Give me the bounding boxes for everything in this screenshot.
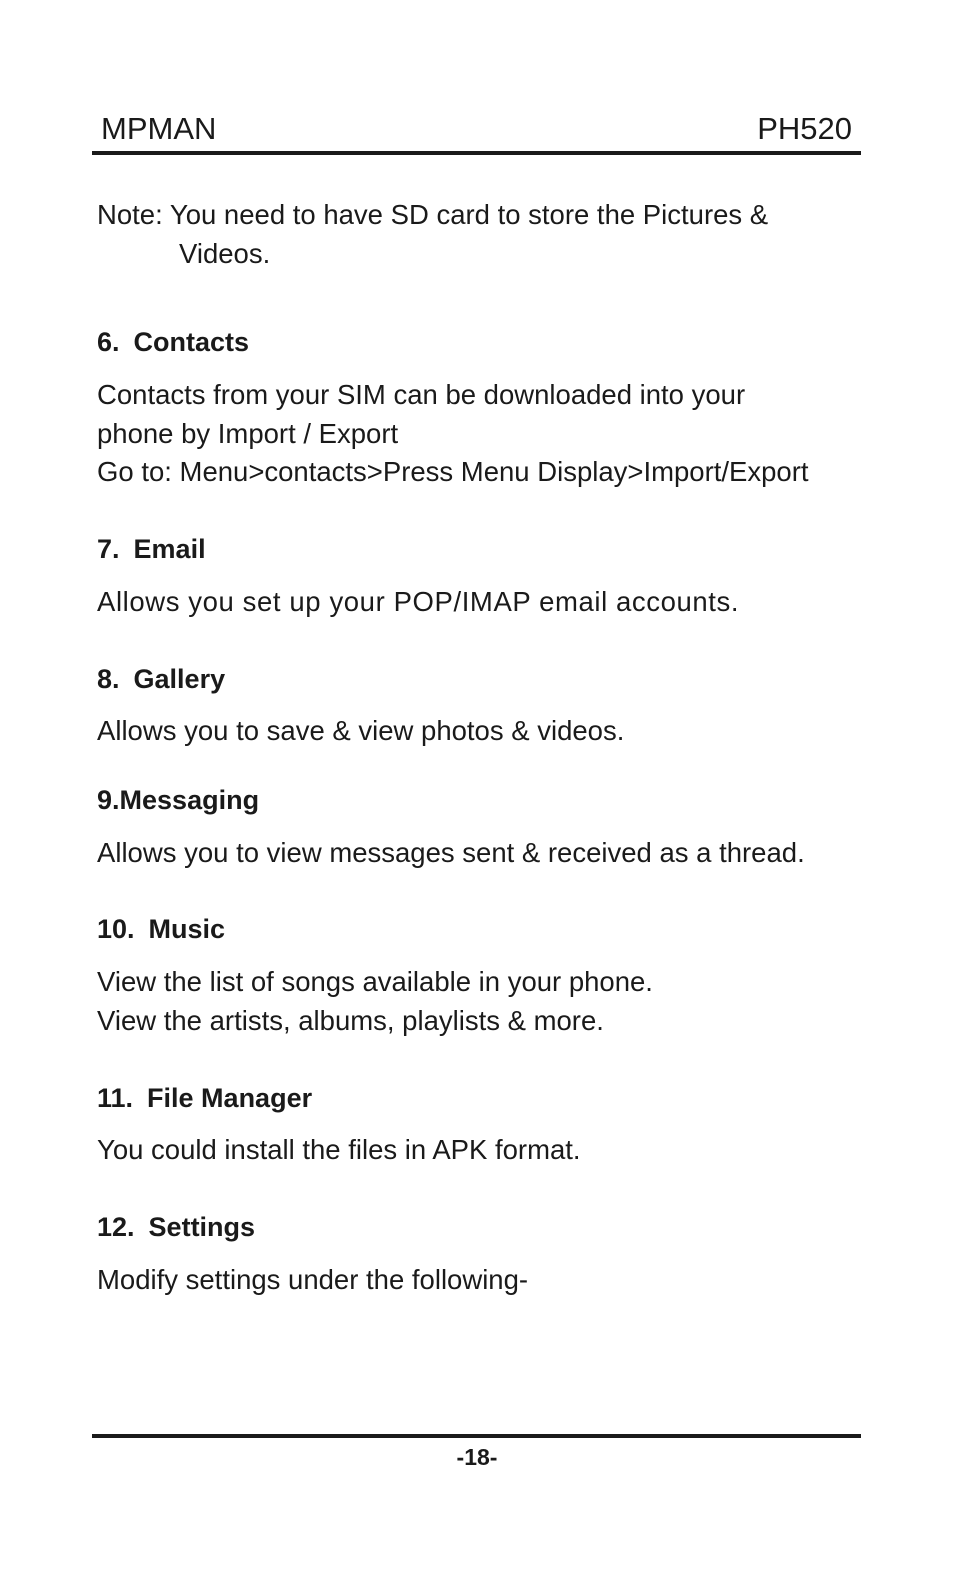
section-number: 7. <box>97 534 120 564</box>
body-line: View the list of songs available in your phone. <box>97 966 653 997</box>
footer-divider <box>92 1434 861 1438</box>
section-number: 8. <box>97 664 120 694</box>
section-heading-email <box>97 530 206 569</box>
section-title: Email <box>133 534 206 564</box>
page-header <box>92 108 860 152</box>
section-heading-messaging <box>97 781 259 820</box>
section-number: 11. <box>97 1083 134 1113</box>
body-line: View the artists, albums, playlists & more. <box>97 1004 604 1036</box>
note-text-line-1: You need to have SD card to store the Pictures & <box>169 199 769 230</box>
body-line: You could install the files in APK format. <box>97 1134 581 1165</box>
section-number: 6. <box>97 327 120 357</box>
section-body-file-manager <box>97 1131 581 1170</box>
page-number: -18- <box>456 1444 498 1470</box>
section-body-messaging <box>97 834 805 873</box>
body-line: Allows you to save & view photos & videos. <box>97 715 625 746</box>
section-number: 12. <box>97 1212 135 1242</box>
section-body-contacts <box>97 376 809 492</box>
section-body-email <box>97 583 739 622</box>
note <box>97 196 769 269</box>
section-body-gallery <box>97 712 624 751</box>
section-body-music <box>97 963 653 1040</box>
section-heading-file-manager <box>97 1079 312 1118</box>
section-heading-settings <box>97 1208 255 1247</box>
section-heading-contacts <box>97 323 249 362</box>
section-number: 10. <box>97 914 135 944</box>
section-body-settings <box>97 1261 528 1300</box>
section-title: File Manager <box>147 1083 313 1113</box>
header-divider <box>92 151 861 155</box>
body-line: Go to: Menu>contacts>Press Menu Display>Import/Export <box>97 456 809 487</box>
body-line: Modify settings under the following- <box>97 1264 529 1295</box>
section-heading-music <box>97 910 225 949</box>
section-title: Settings <box>148 1212 256 1242</box>
body-line: Contacts from your SIM can be downloaded into your <box>97 379 746 410</box>
body-line: Allows you set up your POP/IMAP email accounts. <box>97 586 740 617</box>
note-text-line-2: Videos. <box>179 237 271 269</box>
model-number: PH520 <box>757 111 852 146</box>
body-line: phone by Import / Export <box>97 417 399 449</box>
section-number: 9. <box>97 785 120 815</box>
section-title: Contacts <box>133 327 250 357</box>
brand-name: MPMAN <box>101 111 217 146</box>
section-title: Messaging <box>119 785 260 815</box>
note-label: Note: <box>97 199 163 230</box>
section-heading-gallery <box>97 660 225 699</box>
section-title: Gallery <box>133 664 226 694</box>
body-line: Allows you to view messages sent & received as a thread. <box>97 837 805 868</box>
section-title: Music <box>148 914 226 944</box>
